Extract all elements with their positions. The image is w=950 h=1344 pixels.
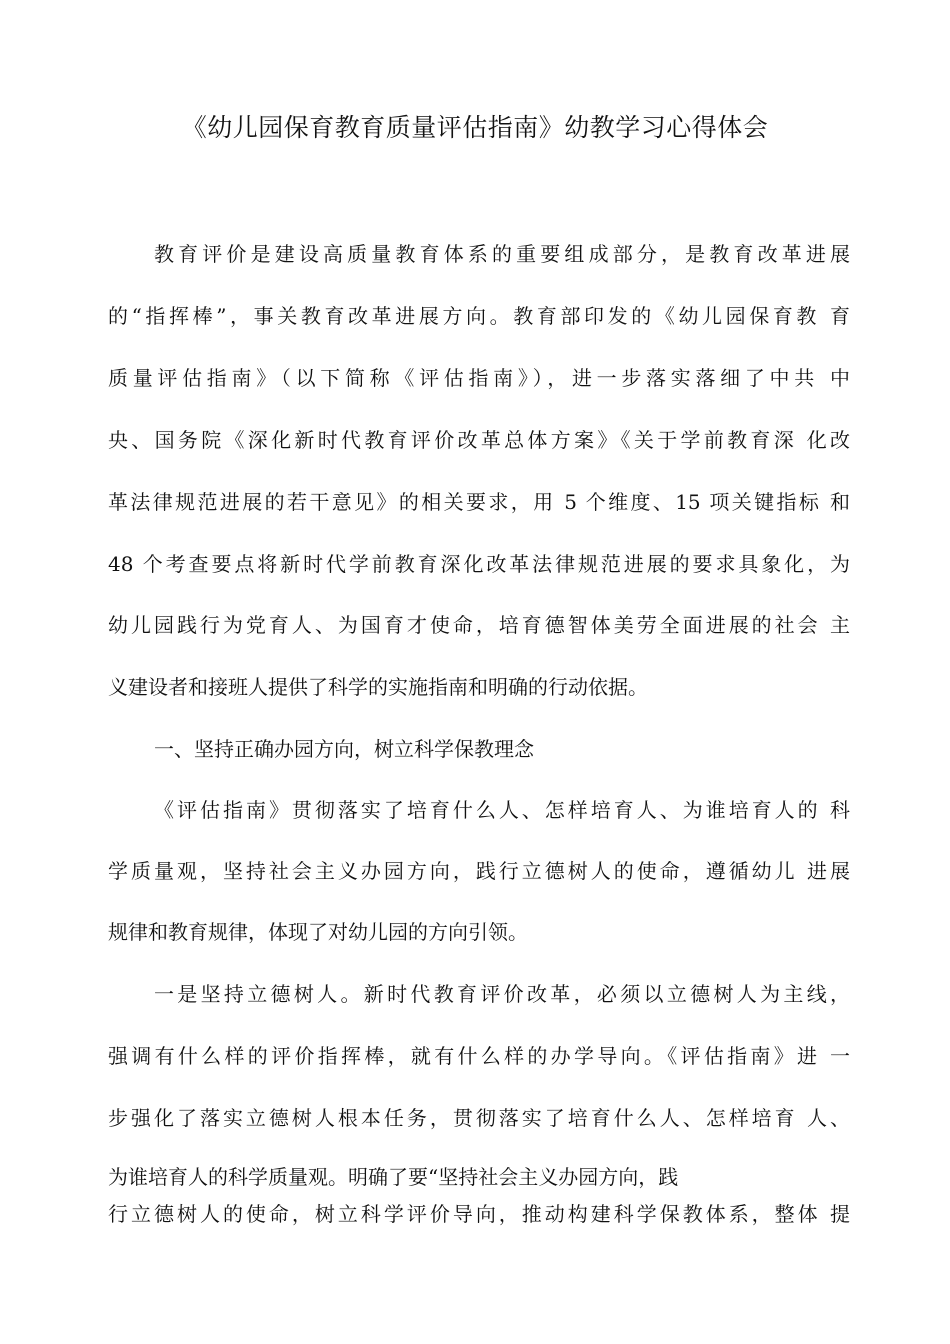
paragraph-line: 48 个考查要点将新时代学前教育深化改革法律规范进展的要求具象化，为 (108, 552, 850, 576)
paragraph-line: 学质量观，坚持社会主义办园方向，践行立德树人的使命，遵循幼儿 进展 (108, 859, 850, 883)
paragraph-line: 一是坚持立德树人。新时代教育评价改革，必须以立德树人为主线， (154, 982, 850, 1006)
paragraph-line: 义建设者和接班人提供了科学的实施指南和明确的行动依据。 (108, 675, 648, 699)
paragraph-line: 为谁培育人的科学质量观。明确了要“坚持社会主义办园方向，践 (108, 1165, 679, 1189)
paragraph-line: 革法律规范进展的若干意见》的相关要求，用 5 个维度、15 项关键指标 和 (108, 490, 850, 514)
paragraph-line: 强调有什么样的评价指挥棒，就有什么样的办学导向。《评估指南》进 一 (108, 1044, 850, 1068)
paragraph-line: 央、国务院《深化新时代教育评价改革总体方案》《关于学前教育深 化改 (108, 428, 850, 452)
document-title: 《幼儿园保育教育质量评估指南》幼教学习心得体会 (181, 113, 769, 142)
paragraph-line: 幼儿园践行为党育人、为国育才使命，培育德智体美劳全面进展的社会 主 (108, 613, 850, 637)
paragraph-line: 行立德树人的使命，树立科学评价导向，推动构建科学保教体系，整体 提 (108, 1202, 850, 1226)
section-heading: 一、坚持正确办园方向，树立科学保教理念 (154, 737, 534, 761)
paragraph-line: 《评估指南》贯彻落实了培育什么人、怎样培育人、为谁培育人的 科 (154, 798, 850, 822)
paragraph-line: 的“指挥棒”，事关教育改革进展方向。教育部印发的《幼儿园保育教 育 (108, 304, 850, 328)
paragraph-line: 步强化了落实立德树人根本任务，贯彻落实了培育什么人、怎样培育 人、 (108, 1106, 850, 1130)
paragraph-line: 规律和教育规律，体现了对幼儿园的方向引领。 (108, 920, 528, 944)
paragraph-line: 教育评价是建设高质量教育体系的重要组成部分，是教育改革进展 (154, 242, 850, 266)
paragraph-line: 质量评估指南》（以下简称《评估指南》），进一步落实落细了中共 中 (108, 366, 850, 390)
